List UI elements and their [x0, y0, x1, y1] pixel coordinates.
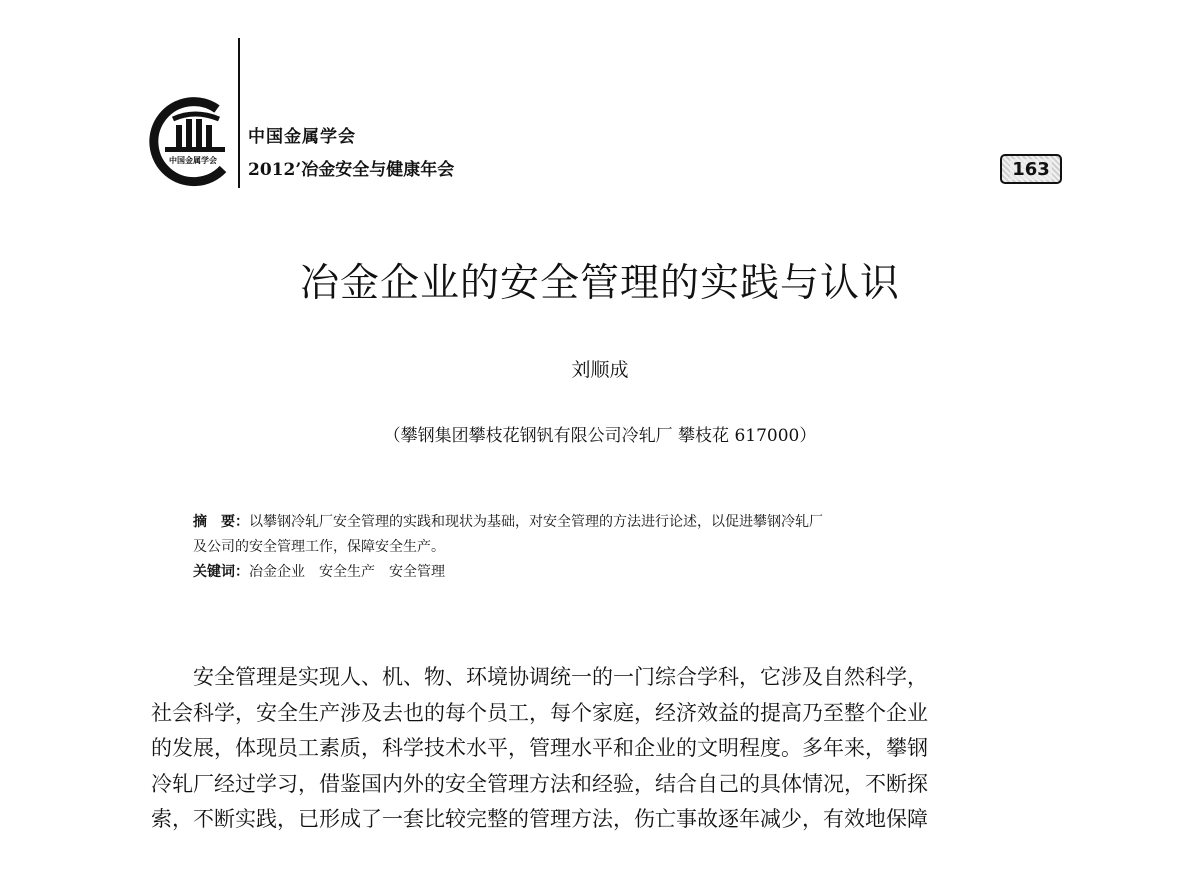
- body-line-3: 的发展，体现员工素质，科学技术水平，管理水平和企业的文明程度。多年来，攀钢: [151, 736, 928, 760]
- society-logo: [145, 95, 237, 187]
- paper-title: 冶金企业的安全管理的实践与认识: [299, 261, 900, 306]
- page-number: 163: [1012, 158, 1050, 180]
- abstract-label: 摘 要：: [193, 514, 249, 530]
- body-line-5: 索，不断实践，已形成了一套比较完整的管理方法，伤亡事故逐年减少，有效地保障: [151, 807, 928, 831]
- body-line-1: 安全管理是实现人、机、物、环境协调统一的一门综合学科，它涉及自然科学，: [193, 665, 928, 689]
- body-line-4: 冷轧厂经过学习，借鉴国内外的安全管理方法和经验，结合自己的具体情况，不断探: [151, 771, 928, 796]
- conference-name: 2012’冶金安全与健康年会: [248, 160, 455, 180]
- header-divider: [238, 38, 240, 188]
- body-paragraph: [151, 660, 1051, 838]
- abstract-line-1: [193, 510, 1053, 535]
- keywords-label: 关键词：: [193, 564, 249, 580]
- abstract-text-1: 以攀钢冷轧厂安全管理的实践和现状为基础，对安全管理的方法进行论述，以促进攀钢冷轧厂: [249, 514, 823, 530]
- society-name: 中国金属学会: [248, 127, 356, 147]
- author-affiliation: （攀钢集团攀枝花钢钒有限公司冷轧厂 攀枝花 617000）: [383, 426, 817, 446]
- page-number-badge: [1000, 154, 1062, 184]
- abstract-text-2: 及公司的安全管理工作，保障安全生产。: [193, 539, 445, 555]
- keywords-text: 冶金企业 安全生产 安全管理: [249, 564, 445, 580]
- keywords-line: [193, 560, 1053, 585]
- abstract-line-2: [193, 535, 1053, 560]
- body-line-2: 社会科学，安全生产涉及去也的每个员工，每个家庭，经济效益的提高乃至整个企业: [151, 700, 928, 725]
- logo-text: 中国金属学会: [169, 156, 217, 165]
- author-name: 刘顺成: [571, 359, 629, 381]
- abstract-block: [193, 510, 1053, 585]
